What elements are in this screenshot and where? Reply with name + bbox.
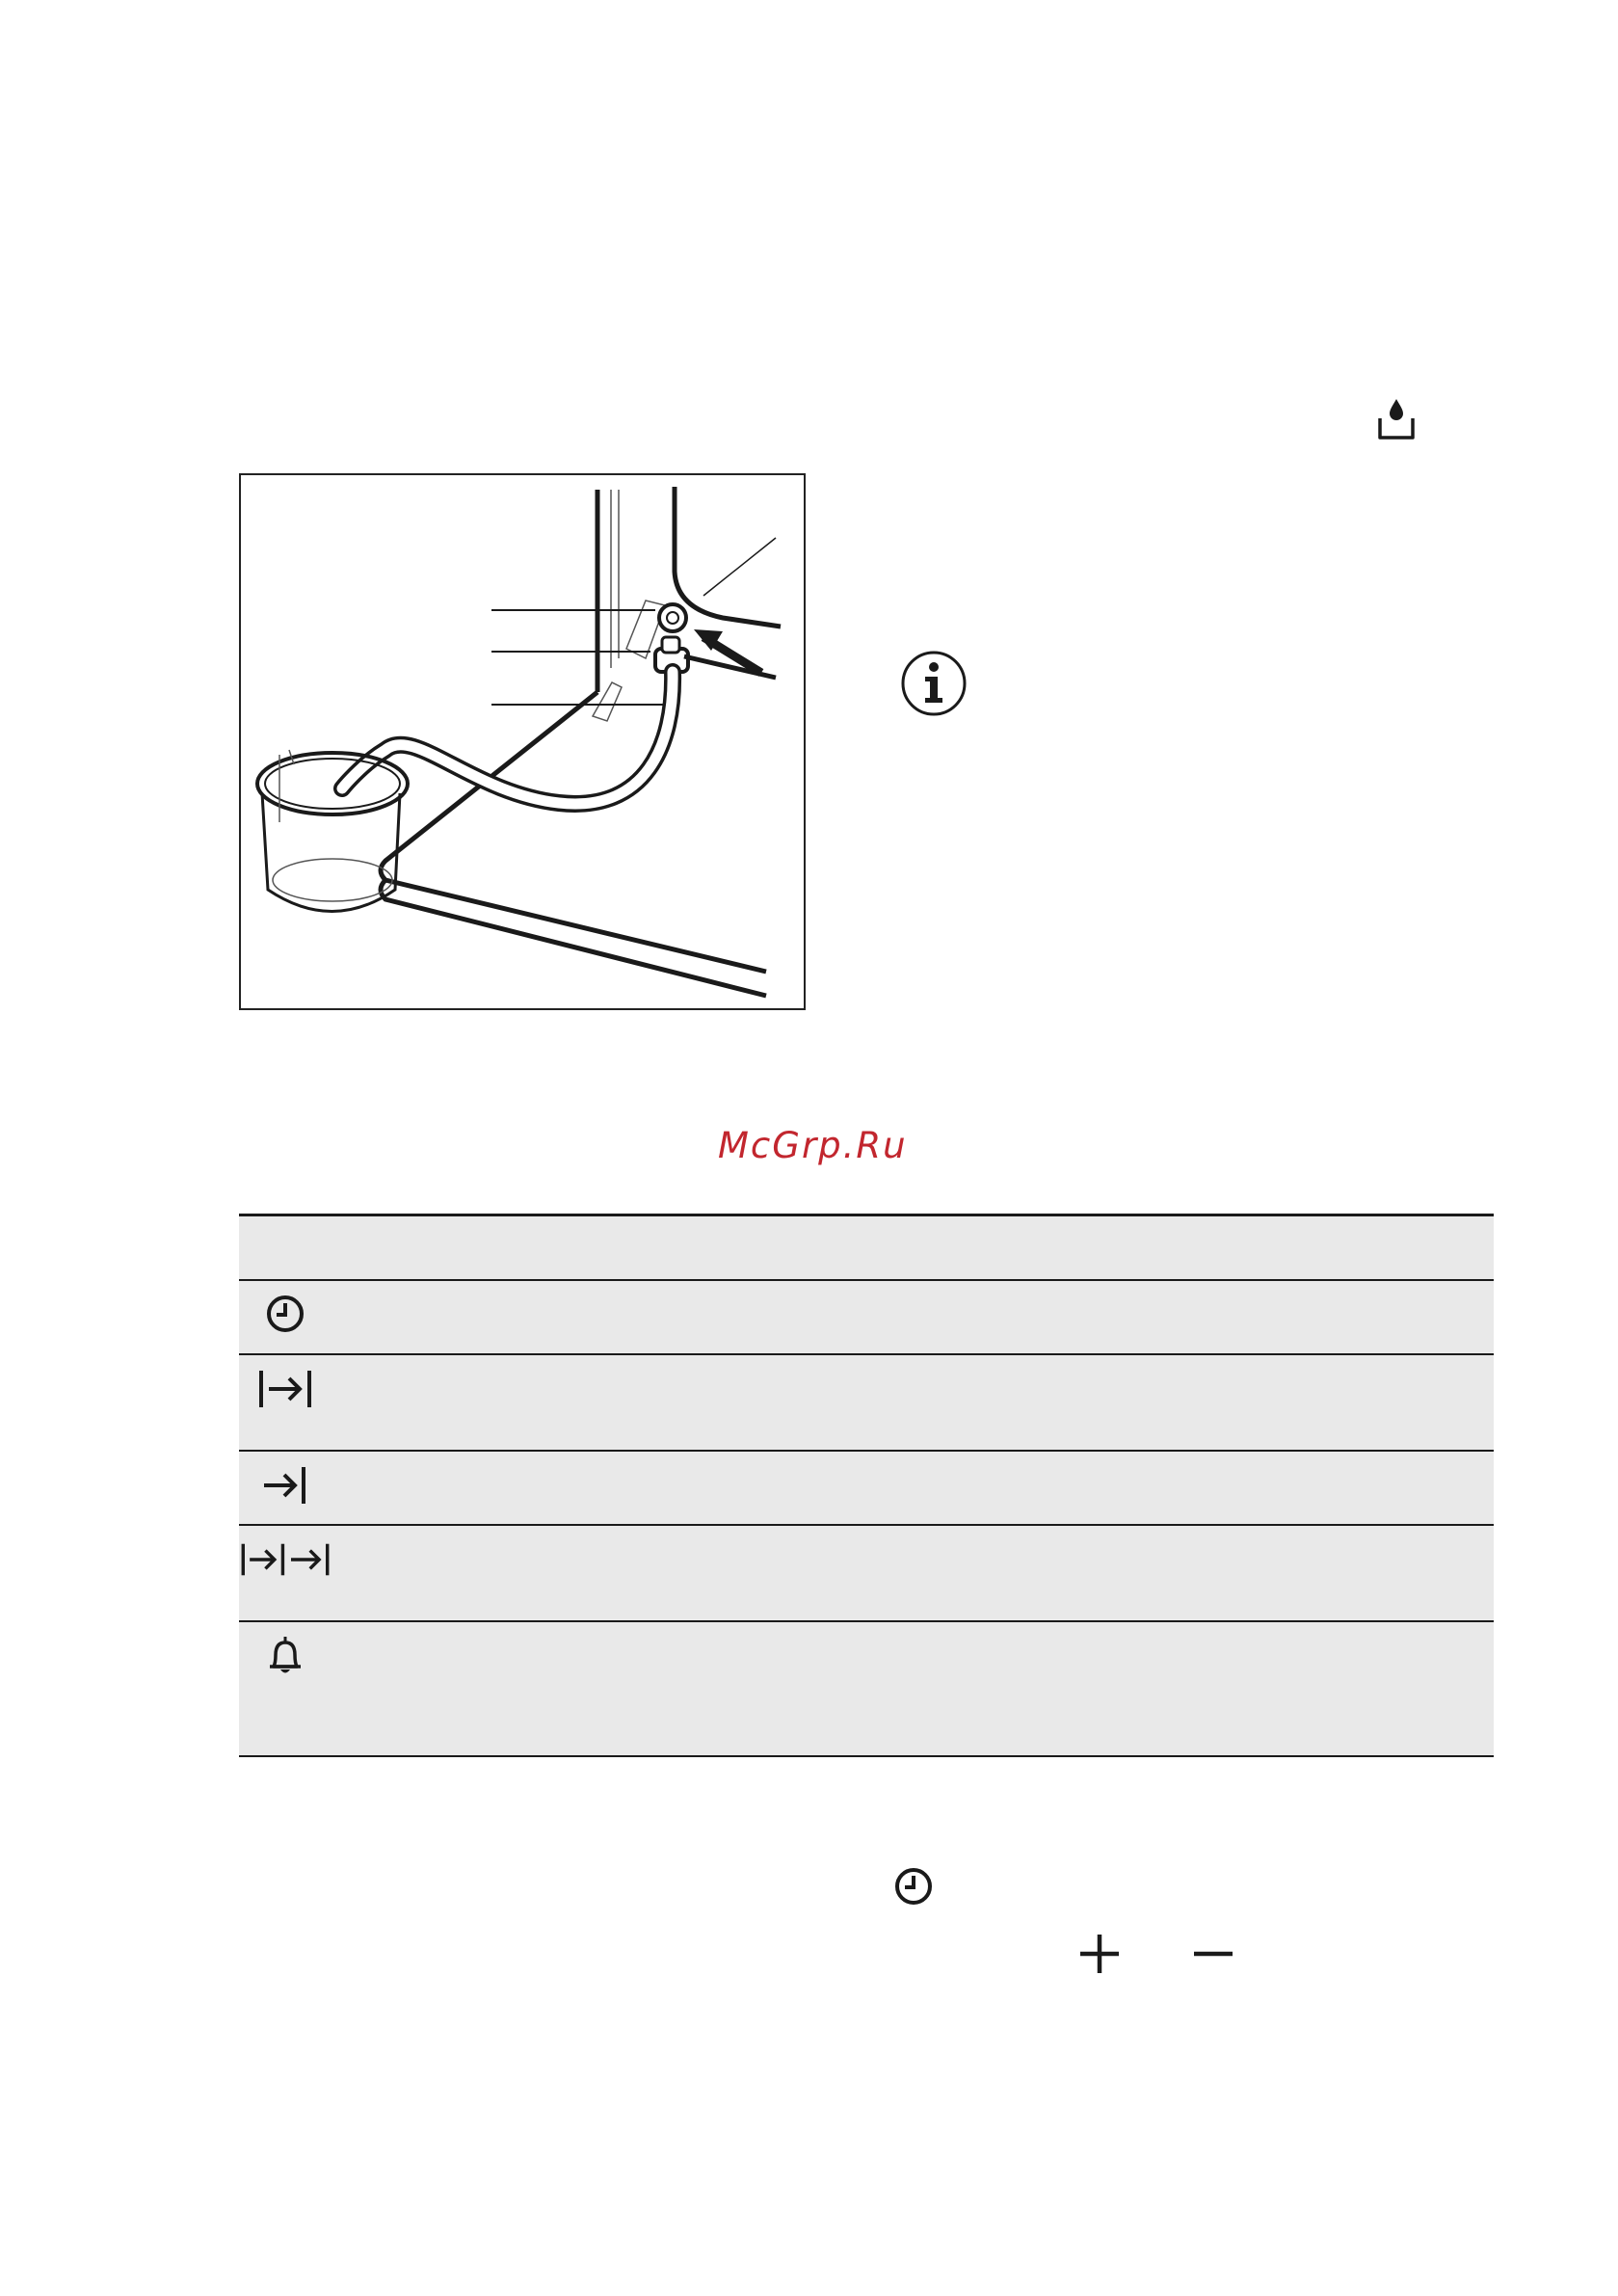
water-drop-icon — [1372, 395, 1420, 443]
table-row — [239, 1452, 1494, 1526]
info-icon — [900, 650, 968, 717]
table-row — [239, 1281, 1494, 1355]
clock-functions-table — [239, 1214, 1494, 1757]
plus-icon — [1077, 1932, 1122, 1976]
clock-icon — [264, 1293, 306, 1335]
clock-icon — [893, 1866, 934, 1907]
drain-hose-illustration — [239, 473, 806, 1010]
bell-icon — [264, 1634, 306, 1678]
table-row — [239, 1526, 1494, 1622]
duration-icon — [256, 1367, 314, 1411]
minus-icon — [1191, 1932, 1235, 1976]
watermark: McGrp.Ru — [718, 1125, 908, 1166]
table-row — [239, 1622, 1494, 1755]
end-icon — [260, 1463, 310, 1508]
table-row — [239, 1355, 1494, 1452]
table-header-row — [239, 1216, 1494, 1281]
time-delay-icon — [239, 1537, 332, 1582]
